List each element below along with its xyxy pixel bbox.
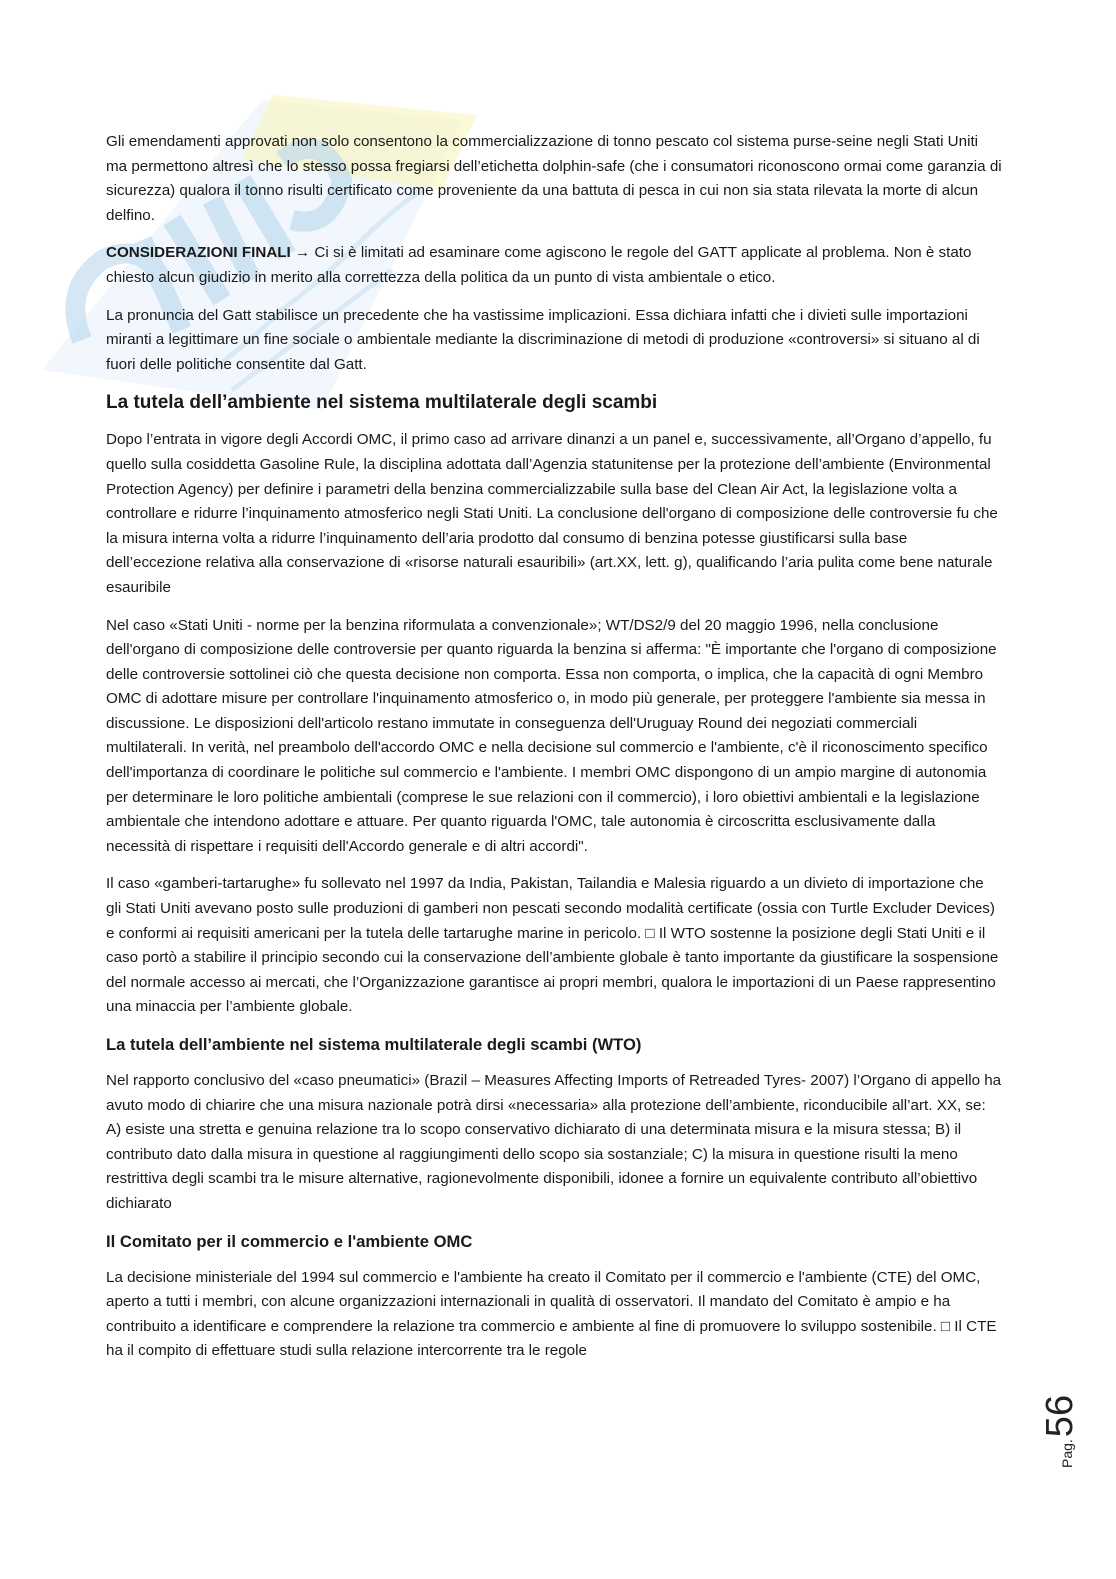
final-considerations-text: Ci si è limitati ad esaminare come agiscono le regole del GATT applicate al problema. Non è stato chiesto alcun giudizio in merito alla correttezza della politica da un punto di vista ambientale o etico. <box>106 244 972 286</box>
paragraph-tyres-case: Nel rapporto conclusivo del «caso pneumatici» (Brazil – Measures Affecting Imports of Retreaded Tyres- 2007) l’Organo di appello ha avuto modo di chiarire che una misura nazionale potrà dirsi «necessaria» alla protezione dell’ambiente, riconducibile all’art. XX, se: A) esiste una stretta e genuina relazione tra lo scopo conservativo dichiarato di una determinata misura e la misura stessa; B) il contributo dato dalla misura in questione al raggiungimenti dello scopo sia sostanziale; C) la misura in questione risulti la meno restrittiva degli scambi tra le misure alternative, ragionevolmente disponibili, idonee a fornire un equivalente contributo all’obiettivo dichiarato <box>106 1072 1002 1212</box>
paragraph-gatt-precedent: La pronuncia del Gatt stabilisce un precedente che ha vastissime implicazioni. Essa dichiara infatti che i divieti sulle importazioni miranti a legittimare un fine sociale o ambientale mediante la discriminazione di metodi di produzione «controversi» si situano al di fuori delle politiche consentite dal Gatt. <box>106 306 980 373</box>
paragraph-final-considerations <box>106 241 1002 290</box>
section-heading-cte: Il Comitato per il commercio e l'ambiente OMC <box>106 1231 473 1251</box>
paragraph-tuna-amendments: Gli emendamenti approvati non solo consentono la commercializzazione di tonno pescato col sistema purse-seine negli Stati Uniti ma permettono altresì che lo stesso possa fregiarsi dell’etichetta dolphin-safe (che i consumatori riconoscono ormai come garanzia di sicurezza) qualora il tonno risulti certificato come proveniente da una battuta di pesca in cui non sia stata rilevata la morte di alcun delfino. <box>106 133 1002 224</box>
page-number <box>1035 1390 1081 1470</box>
paragraph-shrimp-turtle: Il caso «gamberi-tartarughe» fu sollevato nel 1997 da India, Pakistan, Tailandia e Malesia riguardo a un divieto di importazione che gli Stati Uniti avevano posto sulle produzioni di gamberi non pescati secondo modalità certificate (ossia con Turtle Excluder Devices) e conformi ai requisiti americani per la tutela delle tartarughe marine in pericolo. □ Il WTO sostenne la posizione degli Stati Uniti e il caso portò a stabilire il principio secondo cui la conservazione dell’ambiente globale è tanto importante da giustificare la sospensione del normale accesso ai mercati, che l’Organizzazione garantisce ai propri membri, qualora le importazioni di un Paese rappresentino una minaccia per l’ambiente globale. <box>106 875 999 1016</box>
page-number-prefix: Pag. <box>1059 1439 1075 1468</box>
arrow-right-icon: → <box>295 244 311 262</box>
page-number-value: 56 <box>1039 1394 1081 1438</box>
page-content <box>106 130 1002 1377</box>
paragraph-gasoline-rule: Dopo l’entrata in vigore degli Accordi OMC, il primo caso ad arrivare dinanzi a un panel e, successivamente, all’Organo d’appello, fu quello sulla cosiddetta Gasoline Rule, la disciplina adottata dall’Agenzia statunitense per la protezione dell’ambiente (Environmental Protection Agency) per definire i parametri della benzina commercializzabile sulla base del Clean Air Act, la legislazione volta a controllare e ridurre l’inquinamento atmosferico negli Stati Uniti. La conclusione dell'organo di composizione delle controversie fu che la misura interna volta a ridurre l’inquinamento dell’aria prodotto dal consumo di benzina potesse giustificarsi sulla base dell’eccezione relativa alla conservazione di «risorse naturali esauribili» (art.XX, lett. g), qualificando l’aria pulita come bene naturale esauribile <box>106 431 998 596</box>
section-heading-wto: La tutela dell’ambiente nel sistema multilaterale degli scambi (WTO) <box>106 1035 642 1054</box>
paragraph-cte-decision: La decisione ministeriale del 1994 sul commercio e l'ambiente ha creato il Comitato per il commercio e l'ambiente (CTE) del OMC, aperto a tutti i membri, con alcune organizzazioni internazionali in qualità di osservatori. Il mandato del Comitato è ampio e ha contribuito a identificare e comprendere la relazione tra commercio e ambiente al fine di promuovere lo sviluppo sostenibile. □ Il CTE ha il compito di effettuare studi sulla relazione intercorrente tra le regole <box>106 1268 997 1360</box>
section-heading-multilateral: La tutela dell’ambiente nel sistema multilaterale degli scambi <box>106 392 658 414</box>
final-considerations-label: CONSIDERAZIONI FINALI <box>106 244 291 262</box>
paragraph-gasoline-case: Nel caso «Stati Uniti - norme per la benzina riformulata a convenzionale»; WT/DS2/9 del 20 maggio 1996, nella conclusione dell'organo di composizione delle controversie per quanto riguarda la benzina si afferma: "È importante che l'organo di composizione delle controversie sottolinei ciò che questa decisione non comporta. Essa non comporta, o implica, che la capacità di ogni Membro OMC di adottare misure per controllare l'inquinamento atmosferico o, in modo più generale, per proteggere l'ambiente sia messa in discussione. Le disposizioni dell'articolo restano immutate in conseguenza dell'Uruguay Round dei negoziati commerciali multilaterali. In verità, nel preambolo dell'accordo OMC e nella decisione sul commercio e l'ambiente, c'è il riconoscimento specifico dell'importanza di coordinare le politiche sul commercio e l'ambiente. I membri OMC dispongono di un ampio margine di autonomia per determinare le loro politiche ambientali (comprese le sue relazioni con il commercio), i loro obiettivi ambientali e la legislazione ambientale che intendono adottare e attuare. Per quanto riguarda l'OMC, tale autonomia è circoscritta esclusivamente dalla necessità di rispettare i requisiti dell'Accordo generale e di altri accordi". <box>106 616 997 855</box>
